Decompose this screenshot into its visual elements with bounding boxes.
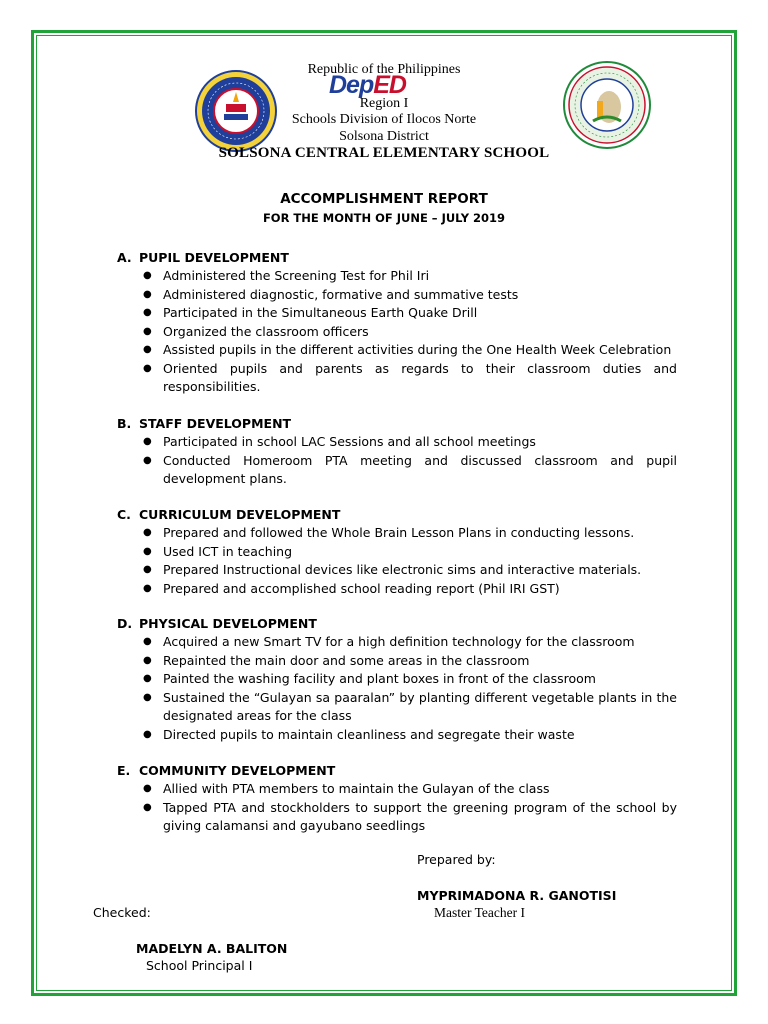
section-heading: E. COMMUNITY DEVELOPMENT	[117, 763, 336, 778]
section-heading: B. STAFF DEVELOPMENT	[117, 416, 292, 431]
list-item: ● Participated in the Simultaneous Earth Quake Drill	[143, 305, 478, 320]
list-item: ● Administered the Screening Test for Phil Iri	[143, 268, 430, 283]
list-item: ● Repainted the main door and some areas in the classroom	[143, 652, 530, 668]
list-item: ● Participated in school LAC Sessions and all school meetings	[143, 434, 536, 449]
list-item: ● Administered diagnostic, formative and summative tests	[143, 286, 519, 302]
list-item: ● Prepared Instructional devices like electronic sims and interactive materials.	[143, 562, 642, 577]
prepared-by-label: Prepared by:	[417, 852, 496, 867]
checker-name: MADELYN A. BALITON	[136, 941, 288, 956]
section-curriculum-development	[117, 505, 677, 598]
list-item: ● Assisted pupils in the different activities during the One Health Week Celebration	[143, 342, 672, 357]
header-school-name: SOLSONA CENTRAL ELEMENTARY SCHOOL	[218, 145, 550, 161]
header-division: Schools Division of Ilocos Norte	[291, 112, 477, 127]
deped-logo: DepED	[329, 71, 406, 99]
report-subtitle: FOR THE MONTH OF JUNE – JULY 2019	[262, 211, 506, 225]
section-community-development	[117, 761, 677, 836]
list-item: ● Prepared and accomplished school reading report (Phil IRI GST)	[143, 580, 560, 596]
checked-label: Checked:	[93, 905, 151, 920]
list-item: ● Oriented pupils and parents as regards to their classroom duties and responsibilities.	[143, 360, 677, 394]
list-item: ● Directed pupils to maintain cleanliness and segregate their waste	[143, 726, 575, 742]
header-district: Solsona District	[339, 129, 429, 144]
section-staff-development	[117, 414, 677, 489]
list-item: ● Sustained the “Gulayan sa paaralan” by planting different vegetable plants in the designated areas for the class	[143, 689, 677, 723]
preparer-title: Master Teacher I	[434, 905, 526, 920]
preparer-name: MYPRIMADONA R. GANOTISI	[417, 888, 617, 903]
section-pupil-development	[117, 248, 677, 397]
list-item: ● Acquired a new Smart TV for a high definition technology for the classroom	[143, 634, 635, 649]
list-item: ● Used ICT in teaching	[143, 543, 293, 559]
section-heading: A. PUPIL DEVELOPMENT	[117, 250, 289, 265]
list-item: ● Prepared and followed the Whole Brain Lesson Plans in conducting lessons.	[143, 525, 635, 540]
list-item: ● Allied with PTA members to maintain the Gulayan of the class	[143, 781, 550, 796]
list-item: ● Conducted Homeroom PTA meeting and discussed classroom and pupil development plans.	[143, 452, 677, 486]
header-region: Region I	[359, 96, 409, 111]
section-heading: D. PHYSICAL DEVELOPMENT	[117, 616, 317, 631]
header-country: Republic of the Philippines	[307, 62, 461, 77]
list-item: ● Organized the classroom officers	[143, 323, 369, 339]
report-title: ACCOMPLISHMENT REPORT	[280, 191, 488, 207]
list-item: ● Painted the washing facility and plant boxes in front of the classroom	[143, 671, 596, 686]
section-heading: C. CURRICULUM DEVELOPMENT	[117, 507, 341, 522]
list-item: ● Tapped PTA and stockholders to support the greening program of the school by giving calamansi and gayubano seedlings	[143, 799, 677, 833]
section-physical-development	[117, 614, 677, 744]
checker-title: School Principal I	[146, 958, 253, 973]
